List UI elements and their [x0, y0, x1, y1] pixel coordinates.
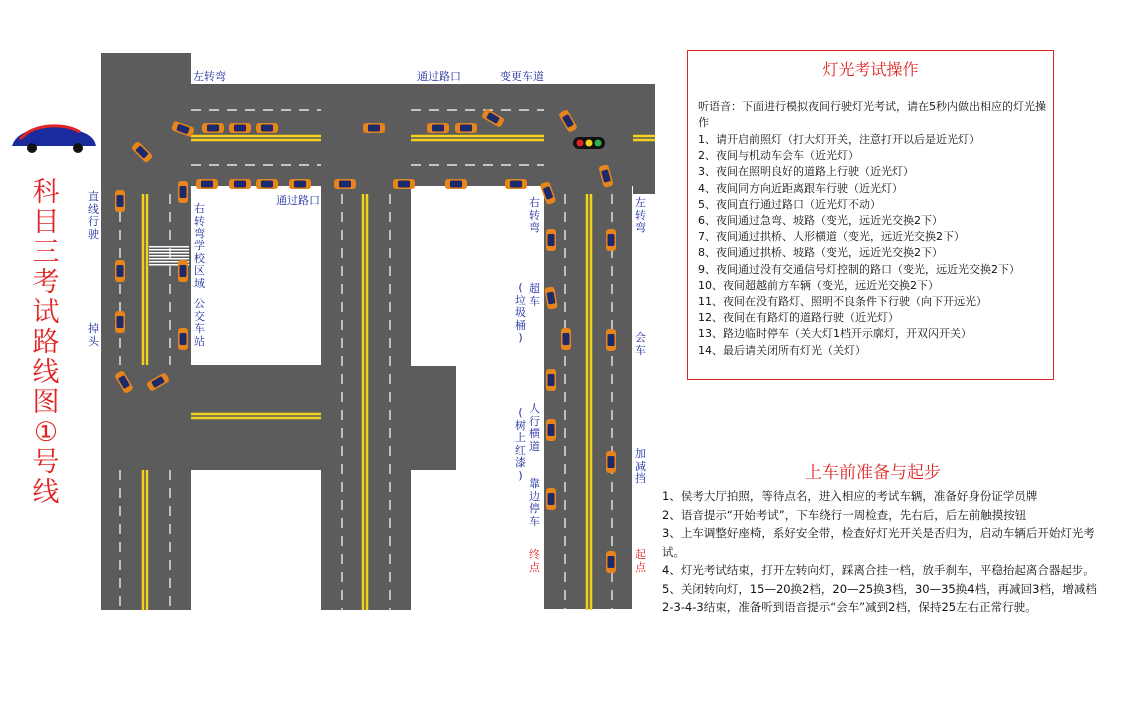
label-change-lane: 变更车道 [500, 70, 544, 83]
car-window [510, 181, 522, 188]
car-icon [178, 181, 188, 203]
car-icon [115, 260, 125, 282]
car-icon [115, 311, 125, 333]
car-window [432, 125, 444, 132]
car-window [261, 125, 273, 132]
label-pass-crossing: 通过路口 [417, 70, 461, 83]
car-icon [178, 260, 188, 282]
crosswalk-stripe [149, 255, 189, 257]
label-crosswalk: 人 行 横 道 [529, 402, 540, 453]
light-item: 7、夜间通过拱桥、人形横道（变光，远近光交换2下） [698, 230, 965, 244]
crosswalk-stripe [149, 249, 189, 251]
car-window [548, 234, 555, 246]
car-window [368, 125, 380, 132]
label-trash-bin: ( 垃 圾 桶 ) [515, 281, 526, 344]
car-window [117, 316, 124, 328]
label-school-zone: 学 校 区 域 [194, 239, 205, 290]
car-icon [363, 123, 385, 133]
car-icon [546, 369, 556, 391]
car-icon [606, 451, 616, 473]
light-item: 3、夜间在照明良好的道路上行驶（近光灯） [698, 165, 914, 179]
prep-item: 3、上车调整好座椅，系好安全带，检查好灯光开关是否归为，启动车辆后开始灯光考试。 [662, 526, 1095, 559]
prep-list [662, 487, 1102, 617]
traffic-light-lamp [586, 140, 593, 147]
car-window [207, 125, 219, 132]
traffic-light-lamp [595, 140, 602, 147]
prep-item: 2、语音提示“开始考试”，下车绕行一周检查，先右后，后左前触摸按钮 [662, 507, 1027, 522]
car-window [339, 181, 351, 188]
label-pass-crossing-2: 通过路口 [276, 194, 320, 207]
car-window [117, 265, 124, 277]
car-icon [606, 229, 616, 251]
label-start-point: 起 点 [635, 548, 646, 574]
crosswalk-stripe [149, 258, 189, 260]
car-window [608, 456, 615, 468]
light-item: 2、夜间与机动车会车（近光灯） [698, 149, 859, 163]
car-window [398, 181, 410, 188]
car-icon [256, 123, 278, 133]
car-icon [289, 179, 311, 189]
car-window [180, 265, 187, 277]
label-right-turn-left: 右 转 弯 [194, 202, 205, 240]
car-icon [546, 229, 556, 251]
light-exam-list [698, 132, 1053, 359]
car-window [117, 195, 124, 207]
light-item: 11、夜间在没有路灯、照明不良条件下行驶（向下开远光） [698, 295, 987, 309]
car-icon [546, 419, 556, 441]
label-end-point: 终 点 [529, 548, 540, 574]
car-window [608, 334, 615, 346]
label-tree-red-paint: ( 树 上 红 漆 ) [515, 406, 526, 482]
car-window [180, 333, 187, 345]
car-icon [561, 328, 571, 350]
light-item: 9、夜间通过没有交通信号灯控制的路口（变光，远近光交换2下） [698, 262, 1020, 276]
label-bus-stop: 公 交 车 站 [194, 297, 205, 348]
label-straight: 直 线 行 驶 [88, 190, 99, 241]
car-window [294, 181, 306, 188]
car-window [234, 125, 246, 132]
lower-mid-block [411, 470, 456, 620]
logo-text: YUAN TONG [20, 138, 76, 146]
light-exam-title: 灯光考试操作 [822, 60, 919, 79]
car-icon [546, 488, 556, 510]
car-icon [606, 329, 616, 351]
lower-left-block [191, 470, 321, 620]
car-window [450, 181, 462, 188]
label-meeting: 会 车 [635, 331, 646, 357]
crosswalk-stripe [149, 252, 189, 254]
car-icon [445, 179, 467, 189]
light-exam-intro: 听语音：下面进行模拟夜间行驶灯光考试，请在5秒内做出相应的灯光操作 [698, 100, 1046, 129]
crosswalk-stripe [149, 246, 189, 248]
car-window [261, 181, 273, 188]
car-icon [427, 123, 449, 133]
car-window [548, 424, 555, 436]
car-icon [256, 179, 278, 189]
car-window [460, 125, 472, 132]
car-window [180, 186, 187, 198]
light-item: 6、夜间通过急弯、坡路（变光，远近光交换2下） [698, 214, 943, 228]
traffic-light-lamp [577, 140, 584, 147]
car-window [608, 556, 615, 568]
prep-title: 上车前准备与起步 [805, 463, 941, 483]
car-icon [196, 179, 218, 189]
car-icon [606, 551, 616, 573]
car-icon [229, 123, 251, 133]
road-top [101, 53, 191, 84]
car-window [548, 493, 555, 505]
label-right-turn-right: 右 转 弯 [529, 196, 540, 234]
car-icon [178, 328, 188, 350]
car-window [201, 181, 213, 188]
light-item: 5、夜间直行通过路口（近光灯不动） [698, 197, 881, 211]
car-icon [115, 190, 125, 212]
car-icon [334, 179, 356, 189]
light-item: 10、夜间超越前方车辆（变光，远近光交换2下） [698, 278, 939, 292]
car-window [548, 374, 555, 386]
label-pull-over: 靠 边 停 车 [529, 477, 540, 528]
car-icon [393, 179, 415, 189]
car-window [234, 181, 246, 188]
car-window [563, 333, 570, 345]
car-icon [505, 179, 527, 189]
car-icon [229, 179, 251, 189]
prep-item: 4、灯光考试结束，打开左转向灯，踩离合挂一档，放手刹车，平稳抬起离合器起步。 [662, 563, 1095, 577]
light-item: 14、最后请关闭所有灯光（关灯） [698, 343, 866, 357]
light-item: 13、路边临时停车（关大灯1档开示廓灯，开双闪开关） [698, 327, 972, 341]
label-left-turn-right: 左 转 弯 [635, 196, 646, 234]
prep-item: 1、侯考大厅拍照，等待点名，进入相应的考试车辆，准备好身份证学员牌 [662, 489, 1038, 503]
label-gear-shift: 加 减 挡 [635, 447, 646, 485]
inner-block [191, 186, 321, 364]
label-overtake: 超 车 [529, 282, 540, 308]
label-uturn: 掉 头 [88, 322, 99, 348]
light-item: 1、请开启前照灯（打大灯开关，注意打开以后是近光灯） [698, 133, 980, 146]
car-icon [202, 123, 224, 133]
route-title: 科 目 三 考 试 路 线 图 ① 号 线 [32, 177, 60, 508]
prep-item: 5、关闭转向灯，15—20换2档，20—25换3档，30—35换4档，再减回3档，增减档2-3-4-3结束，准备听到语音提示“会车”减到2档，保持25左右正常行驶。 [662, 581, 1097, 614]
car-icon [455, 123, 477, 133]
light-exam-panel [687, 50, 1054, 380]
light-item: 4、夜间同方向近距离跟车行驶（近光灯） [698, 181, 903, 195]
car-window [608, 234, 615, 246]
light-item: 12、夜间在有路灯的道路行驶（近光灯） [698, 311, 899, 325]
label-left-turn: 左转弯 [193, 70, 226, 83]
light-item: 8、夜间通过拱桥、坡路（变光，远近光交换2下） [698, 246, 943, 260]
